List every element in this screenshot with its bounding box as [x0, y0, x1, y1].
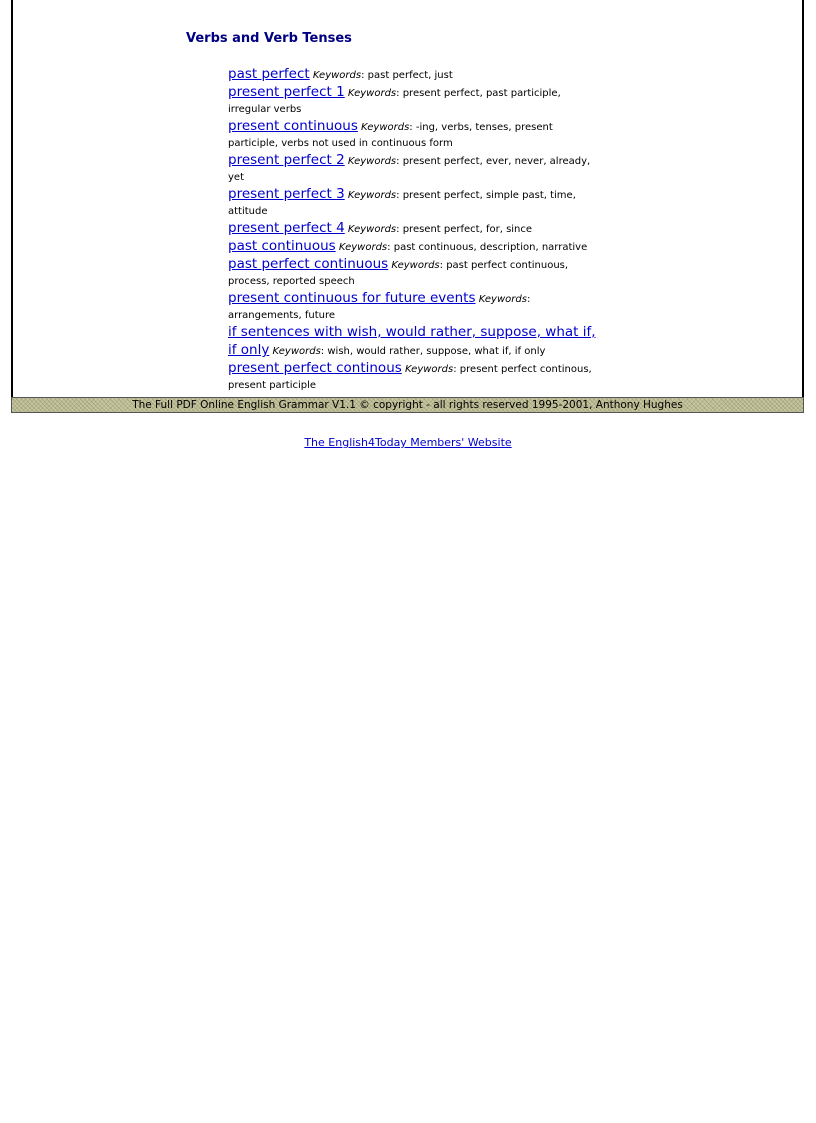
entry-keywords: present perfect, ever, never, already, yet [228, 156, 591, 183]
entry-link[interactable]: present continuous for future events [228, 290, 476, 306]
keywords-label: Keywords [312, 70, 362, 81]
entry-link[interactable]: present perfect continous [228, 360, 402, 376]
keywords-label: Keywords [478, 294, 527, 305]
list-item: past continuous Keywords: past continuous, description, narrative [228, 238, 588, 254]
list-item: present perfect continous Keywords: present perfect continous, present participle [228, 360, 592, 391]
list-item: present perfect 2 Keywords: present perfect, ever, never, already, yet [228, 152, 591, 183]
entry-link[interactable]: past perfect [228, 66, 310, 82]
keywords-label: Keywords [272, 346, 321, 357]
keywords-label: Keywords [404, 364, 454, 375]
list-item: past perfect continuous Keywords: past perfect continuous, process, reported speech [228, 256, 569, 287]
list-item: present perfect 1 Keywords: present perfect, past participle, irregular verbs [228, 84, 561, 115]
entry-link[interactable]: present perfect 4 [228, 220, 345, 236]
entry-keywords: present perfect, past participle, irregular verbs [228, 88, 561, 115]
entry-link[interactable]: present perfect 1 [228, 84, 345, 100]
copyright-bar [11, 397, 804, 413]
entry-keywords: wish, would rather, suppose, what if, if only [327, 346, 546, 357]
entry-link[interactable]: past perfect continuous [228, 256, 389, 272]
entry-keywords: present perfect continous, present participle [228, 364, 592, 391]
keywords-label: Keywords [347, 156, 397, 167]
keywords-label: Keywords [338, 242, 388, 253]
entry-link[interactable]: present perfect 2 [228, 152, 345, 168]
entry-keywords: past continuous, description, narrative [393, 242, 588, 253]
entry-keywords: past perfect, just [367, 70, 453, 81]
entry-list [228, 66, 600, 394]
list-item: if sentences with wish, would rather, suppose, what if, if only Keywords: wish, would rather, suppose, what if, if only [228, 324, 596, 358]
keywords-label: Keywords [347, 224, 397, 235]
list-item: present perfect 3 Keywords: present perfect, simple past, time, attitude [228, 186, 576, 217]
list-item: present continuous Keywords: -ing, verbs, tenses, present participle, verbs not used in continuous form [228, 118, 553, 149]
keywords-label: Keywords [347, 190, 397, 201]
list-item: present perfect 4 Keywords: present perfect, for, since [228, 220, 533, 236]
copyright-text: The Full PDF Online English Grammar V1.1 © copyright - all rights reserved 1995-2001, Anthony Hughes [132, 399, 683, 411]
list-item: present continuous for future events Keywords: arrangements, future [228, 290, 531, 321]
entry-keywords: arrangements, future [228, 310, 336, 321]
entry-keywords: present perfect, simple past, time, attitude [228, 190, 576, 217]
members-website-link[interactable]: The English4Today Members' Website [304, 436, 512, 449]
entry-keywords: past perfect continuous, process, reported speech [228, 260, 569, 287]
entry-keywords: -ing, verbs, tenses, present participle, verbs not used in continuous form [228, 122, 553, 149]
members-link-container [0, 436, 816, 449]
keywords-label: Keywords [347, 88, 397, 99]
keywords-label: Keywords [361, 122, 410, 133]
list-item: past perfect Keywords: past perfect, just [228, 66, 453, 82]
keywords-label: Keywords [391, 260, 440, 271]
entry-link[interactable]: present continuous [228, 118, 358, 134]
entry-keywords: present perfect, for, since [402, 224, 533, 235]
section-title: Verbs and Verb Tenses [186, 31, 352, 46]
entry-link[interactable]: present perfect 3 [228, 186, 345, 202]
entry-link[interactable]: if sentences with wish, would rather, suppose, what if, if only [228, 324, 596, 358]
entry-link[interactable]: past continuous [228, 238, 336, 254]
